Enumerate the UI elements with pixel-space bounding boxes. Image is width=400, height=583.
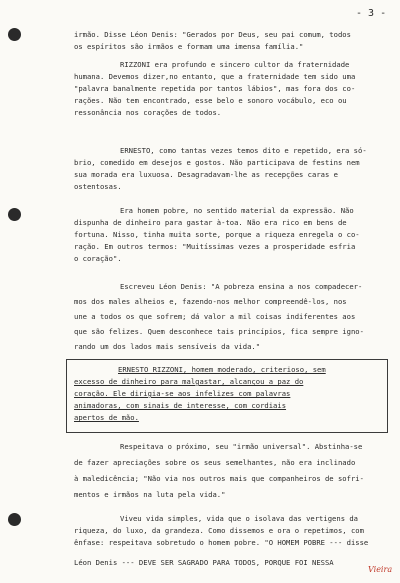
- text-line: RIZZONI era profundo e sincero cultor da fraternidade: [120, 60, 350, 69]
- text-line: fortuna. Nisso, tinha muita sorte, porque a riqueza enregela o co-: [74, 230, 360, 239]
- text-line: mentos e irmãos na luta pela vida.": [74, 490, 226, 499]
- text-line: mos dos males alheios e, fazendo-nos melhor compreendê-los, nos: [74, 297, 347, 306]
- binder-hole-top: [8, 28, 21, 41]
- boxed-text-line: excesso de dinheiro para malgastar, alcançou a paz do: [74, 377, 304, 386]
- text-line: Escreveu Léon Denis: "A pobreza ensina a nos compadecer-: [120, 282, 363, 291]
- text-line: ressonância nos corações de todos.: [74, 108, 222, 117]
- text-line: os espíritos são irmãos e formam uma imensa família.": [74, 42, 304, 51]
- page-number: - 3 -: [356, 8, 387, 19]
- text-line: ração. Em outros termos: "Muitíssimas vezes a prosperidade esfria: [74, 242, 356, 251]
- boxed-text-line: apertos de mão.: [74, 413, 139, 422]
- text-line: à maledicência; "Não via nos outros mais que companheiros de sofri-: [74, 474, 364, 483]
- text-line: Era homem pobre, no sentido material da expressão. Não: [120, 206, 354, 215]
- text-line: riqueza, do luxo, da grandeza. Como dissemos e ora o repetimos, com: [74, 526, 364, 535]
- text-line: dispunha de dinheiro para gastar à-toa. Não era rico em bens de: [74, 218, 347, 227]
- boxed-text-line: animadoras, com sinais de interesse, com cordiais: [74, 401, 287, 410]
- text-line: que são felizes. Quem desconhece tais princípios, fica sempre igno-: [74, 327, 364, 336]
- text-line: o coração".: [74, 254, 122, 263]
- text-line: Léon Denis --- DEVE SER SAGRADO PARA TODOS, PORQUE FOI NESSA: [74, 558, 334, 567]
- binder-hole-middle: [8, 208, 21, 221]
- text-line: ERNESTO, como tantas vezes temos dito e repetido, era só-: [120, 146, 367, 155]
- text-line: brio, comedido em desejos e gostos. Não participava de festins nem: [74, 158, 360, 167]
- handwritten-stamp: Vieira: [368, 565, 393, 574]
- text-line: sua morada era luxuosa. Desagradavam-lhe as recepções caras e: [74, 170, 338, 179]
- text-line: ênfase: respeitava sobretudo o homem pobre. "O HOMEM POBRE --- disse: [74, 538, 369, 547]
- text-line: de fazer apreciações sobre os seus semelhantes, não era inclinado: [74, 458, 356, 467]
- binder-hole-bottom: [8, 513, 21, 526]
- boxed-text-line: coração. Ele dirigia-se aos infelizes com palavras: [74, 389, 291, 398]
- text-line: rações. Não tem encontrado, esse belo e sonoro vocábulo, eco ou: [74, 96, 347, 105]
- text-line: "palavra banalmente repetida por tantos lábios", mas fora dos co-: [74, 84, 356, 93]
- boxed-text-line: ERNESTO RIZZONI, homem moderado, criterioso, sem: [118, 365, 326, 374]
- text-line: Respeitava o próximo, seu "irmão universal". Abstinha-se: [120, 442, 363, 451]
- text-line: Viveu vida simples, vida que o isolava das vertigens da: [120, 514, 358, 523]
- text-line: rando um dos lados mais sensíveis da vida.": [74, 342, 261, 351]
- text-line: une a todos os que sofrem; dá valor a mil coisas indiferentes aos: [74, 312, 356, 321]
- text-line: ostentosas.: [74, 182, 122, 191]
- text-line: humana. Devemos dizer,no entanto, que a fraternidade tem sido uma: [74, 72, 356, 81]
- text-line: irmão. Disse Léon Denis: "Gerados por Deus, seu pai comum, todos: [74, 30, 351, 39]
